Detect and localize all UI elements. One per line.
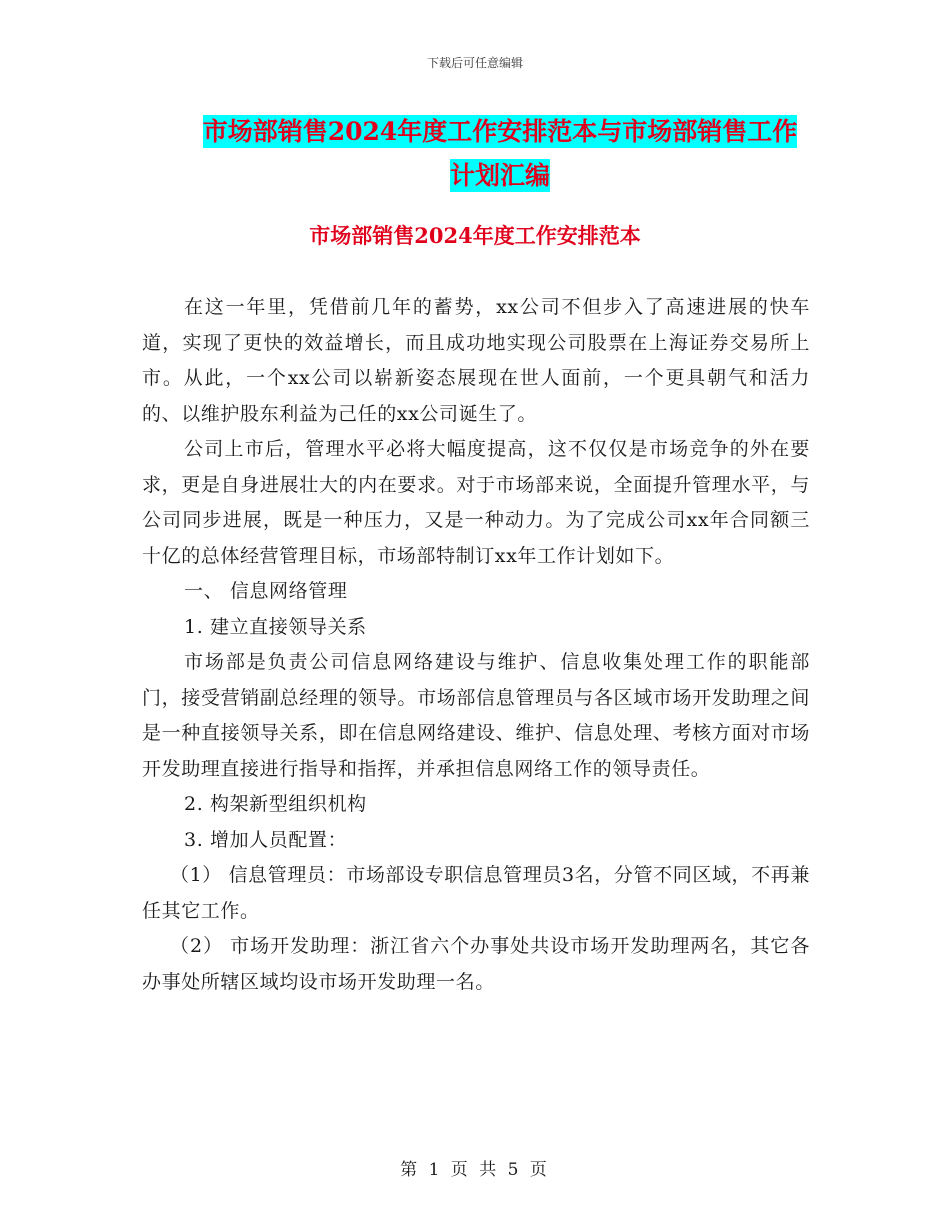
document-title-line2: 计划汇编 <box>449 161 550 190</box>
page-number: 第 1 页 共 5 页 <box>400 1160 550 1180</box>
heading-new-structure: 2. 构架新型组织机构 <box>184 793 367 815</box>
paragraph-market-assistant: （2） 市场开发助理：浙江省六个办事处共设市场开发助理两名，其它各办事处所辖区域均设市场开发助理一名。 <box>142 935 810 993</box>
paragraph-info-manager: （1） 信息管理员：市场部设专职信息管理员3名，分管不同区域，不再兼任其它工作。 <box>142 864 810 922</box>
document-body <box>142 290 810 1000</box>
heading-direct-leadership: 1. 建立直接领导关系 <box>184 615 367 638</box>
heading-staffing: 3. 增加人员配置： <box>184 828 348 851</box>
header-note: 下载后可任意编辑 <box>426 56 523 70</box>
paragraph-listing: 公司上市后，管理水平必将大幅度提高，这不仅仅是市场竞争的外在要求，更是自身进展壮大的内在要求。对于市场部来说，全面提升管理水平，与公司同步进展，既是一种压力，又是一种动力。为了完成公司xx年合同额三十亿的总体经营管理目标，市场部特制订xx年工作计划如下。 <box>142 438 810 567</box>
paragraph-market-dept: 市场部是负责公司信息网络建设与维护、信息收集处理工作的职能部门，接受营销副总经理的领导。市场部信息管理员与各区域市场开发助理之间是一种直接领导关系，即在信息网络建设、维护、信息处理、考核方面对市场开发助理直接进行指导和指挥，并承担信息网络工作的领导责任。 <box>142 651 810 780</box>
document-title <box>140 110 860 198</box>
document-title-line1: 市场部销售2024年度工作安排范本与市场部销售工作 <box>202 117 798 146</box>
heading-info-network: 一、 信息网络管理 <box>184 580 348 602</box>
paragraph-intro: 在这一年里，凭借前几年的蓄势，xx公司不但步入了高速进展的快车道，实现了更快的效益增长，而且成功地实现公司股票在上海证券交易所上市。从此，一个xx公司以崭新姿态展现在世人面前，一个更具朝气和活力的、以维护股东利益为己任的xx公司诞生了。 <box>142 296 810 425</box>
section-title: 市场部销售2024年度工作安排范本 <box>309 223 641 248</box>
